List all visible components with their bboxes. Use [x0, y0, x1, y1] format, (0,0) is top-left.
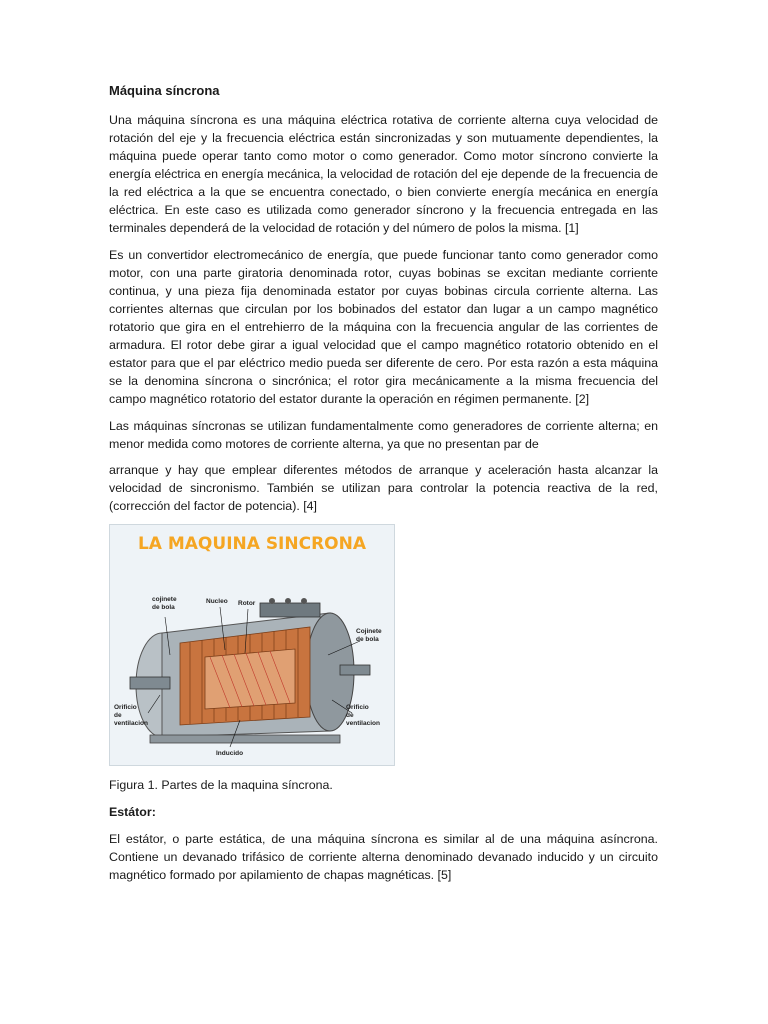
label-cojinete-right-2: de bola	[356, 636, 379, 643]
paragraph-4: arranque y hay que emplear diferentes métodos de arranque y aceleración hasta alcanzar la velocidad de sincronismo. También se utilizan para controlar la potencia reactiva de la red, (corrección del factor de potencia). [4]	[109, 463, 658, 513]
shaft-right	[340, 665, 370, 675]
machine-illustration	[110, 525, 394, 765]
label-rotor: Rotor	[238, 600, 256, 607]
terminal-box	[260, 603, 320, 617]
label-cojinete-right-1: Cojinete	[356, 628, 382, 635]
document-title: Máquina síncrona	[109, 83, 220, 98]
label-orificio-right-2: de	[346, 712, 354, 719]
label-inducido: Inducido	[216, 750, 244, 757]
paragraph-estator: El estátor, o parte estática, de una máquina síncrona es similar al de una máquina asíncrona. Contiene un devanado trifásico de corriente alterna denominado devanado inducido y un circuito magnético formado por apilamiento de chapas magnéticas. [5]	[109, 832, 658, 882]
figure-caption: Figura 1. Partes de la maquina síncrona.	[109, 778, 333, 792]
figure-title: LA MAQUINA SINCRONA	[137, 534, 367, 554]
label-orificio-left-3: ventilacion	[114, 720, 148, 727]
label-orificio-right-1: Orificio	[346, 704, 369, 711]
terminal-2	[285, 598, 291, 604]
label-orificio-left-2: de	[114, 712, 122, 719]
label-cojinete-left-1: cojinete	[152, 596, 177, 603]
label-nucleo: Nucleo	[206, 598, 228, 605]
document-page	[109, 82, 658, 893]
machine-base	[150, 735, 340, 743]
label-orificio-right-3: ventilacion	[346, 720, 380, 727]
paragraph-1: Una máquina síncrona es una máquina eléctrica rotativa de corriente alterna cuya velocidad de rotación del eje y la frecuencia eléctrica están sincronizadas y son mutuamente dependientes, la máquina puede operar tanto como motor o como generador. Como motor síncrono convierte la energía eléctrica en energía mecánica, la velocidad de rotación del eje depende de la frecuencia de la red eléctrica a la que se encuentra conectado, o bien convierte energía mecánica en energía eléctrica. En este caso es utilizada como generador síncrono y la frecuencia entregada en las terminales dependerá de la velocidad de rotación y del número de polos la misma. [1]	[109, 113, 658, 235]
shaft-left	[130, 677, 170, 689]
paragraph-3: Las máquinas síncronas se utilizan fundamentalmente como generadores de corriente alterna; en menor medida como motores de corriente alterna, ya que no presentan par de	[109, 419, 658, 451]
label-cojinete-left-2: de bola	[152, 604, 175, 611]
label-orificio-left-1: Orificio	[114, 704, 137, 711]
section-title-estator: Estátor:	[109, 805, 156, 819]
terminal-3	[301, 598, 307, 604]
terminal-1	[269, 598, 275, 604]
machine-figure	[109, 524, 395, 766]
paragraph-2: Es un convertidor electromecánico de energía, que puede funcionar tanto como generador como motor, con una parte giratoria denominada rotor, cuyas bobinas se excitan mediante corriente continua, y una pieza fija denominada estator por cuyas bobinas circula corriente alterna. Las corrientes alternas que circulan por los bobinados del estator dan lugar a un campo magnético rotatorio que gira en el entrehierro de la máquina con la frecuencia angular de las corrientes de armadura. El rotor debe girar a igual velocidad que el campo magnético rotatorio obtenido en el estator para que el par eléctrico medio pueda ser diferente de cero. Por esta razón a esta máquina se la denomina síncrona o sincrónica; el rotor gira mecánicamente a la misma frecuencia del campo magnético rotatorio del estator durante la operación en régimen permanente. [2]	[109, 248, 658, 406]
